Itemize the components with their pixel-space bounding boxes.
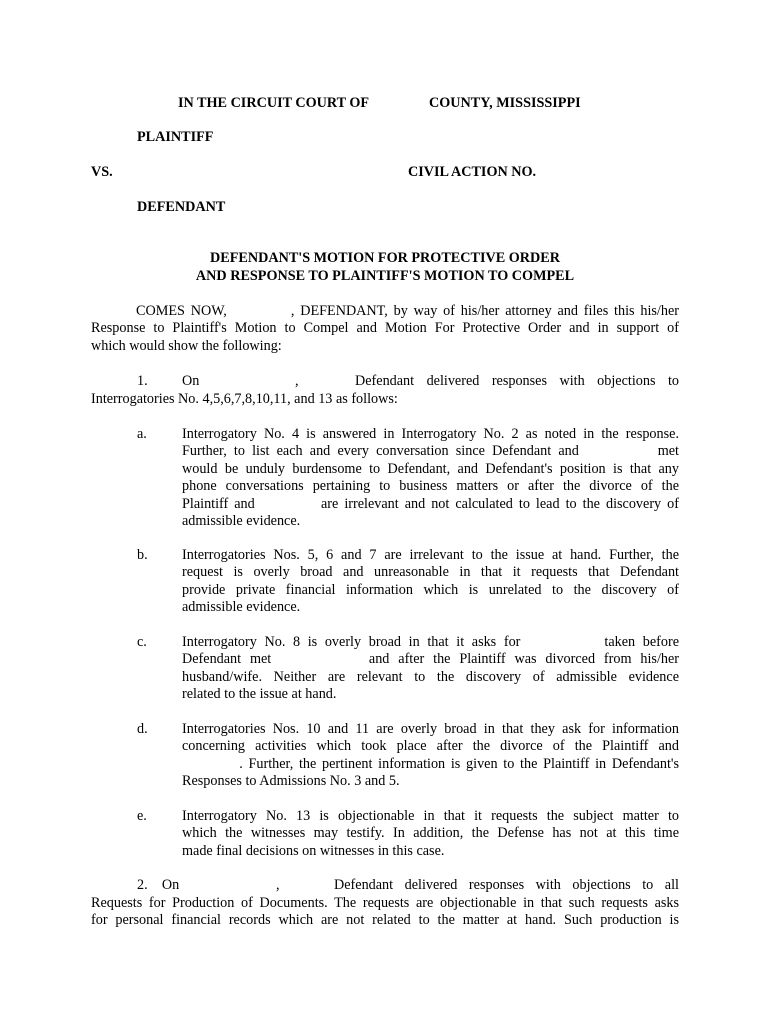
para2-number-on: 2. On <box>137 877 180 893</box>
item-e-text <box>182 808 679 860</box>
item-d-text <box>182 721 679 791</box>
item-line: concerning activities which took place after the divorce of the Plaintiff and <box>182 738 679 755</box>
defendant-label: DEFENDANT <box>137 199 226 215</box>
para1-on: On <box>182 373 200 389</box>
item-a-label: a. <box>137 426 147 442</box>
item-line: admissible evidence. <box>182 599 301 616</box>
para2-text: Defendant delivered responses with objections to all <box>334 877 679 893</box>
item-line: which the witnesses may testify. In addition, the Defense has not at this time <box>182 825 679 842</box>
item-line: admissible evidence. <box>182 512 301 529</box>
item-line: Interrogatory No. 4 is answered in Interrogatory No. 2 as noted in the response. <box>182 426 679 442</box>
para1-line-2: Interrogatories No. 4,5,6,7,8,10,11, and 13 as follows: <box>91 391 398 407</box>
item-line: Interrogatory No. 8 is overly broad in that it asks for taken before <box>182 634 679 650</box>
para1-text: Defendant delivered responses with objections to <box>355 373 679 389</box>
item-line: Interrogatories Nos. 10 and 11 are overly broad in that they ask for information <box>182 721 679 737</box>
item-line: Plaintiff and are irrelevant and not calculated to lead to the discovery of <box>182 495 679 512</box>
item-b-text <box>182 547 679 617</box>
item-line: husband/wife. Neither are relevant to the discovery of admissible evidence <box>182 668 679 685</box>
item-line: request is overly broad and unreasonable in that it requests that Defendant <box>182 564 679 581</box>
para2-body <box>91 895 679 930</box>
intro-line: COMES NOW, , DEFENDANT, by way of his/her attorney and files this his/her <box>136 303 679 319</box>
court-heading-left: IN THE CIRCUIT COURT OF <box>178 95 370 111</box>
item-c-text <box>182 634 679 704</box>
item-c-label: c. <box>137 634 147 650</box>
plaintiff-label: PLAINTIFF <box>137 129 214 145</box>
para1-comma: , <box>295 373 299 389</box>
item-line: Defendant met and after the Plaintiff was divorced from his/her <box>182 651 679 668</box>
motion-title-line-2: AND RESPONSE TO PLAINTIFF'S MOTION TO COMPEL <box>195 268 575 284</box>
court-heading-right: COUNTY, MISSISSIPPI <box>429 95 581 111</box>
motion-title-line-1: DEFENDANT'S MOTION FOR PROTECTIVE ORDER <box>210 250 560 266</box>
item-line: would be unduly burdensome to Defendant, and Defendant's position is that any <box>182 460 679 477</box>
item-line: related to the issue at hand. <box>182 686 337 703</box>
item-b-label: b. <box>137 547 148 563</box>
civil-action-label: CIVIL ACTION NO. <box>408 164 537 180</box>
item-line: phone conversations pertaining to business matters or after the divorce of the <box>182 478 679 495</box>
intro-line: Response to Plaintiff's Motion to Compel and Motion For Protective Order and in support of <box>91 320 679 337</box>
item-a-text <box>182 426 679 530</box>
intro-line: which would show the following: <box>91 337 282 354</box>
para2-comma: , <box>276 877 280 893</box>
item-line: Further, to list each and every conversation since Defendant and met <box>182 443 679 460</box>
para1-number: 1. <box>137 373 148 389</box>
item-line: Responses to Admissions No. 3 and 5. <box>182 773 400 790</box>
item-line: made final decisions on witnesses in this case. <box>182 842 445 859</box>
vs-label: VS. <box>91 164 113 180</box>
item-line: provide private financial information which is unrelated to the discovery of <box>182 581 679 598</box>
item-line: Interrogatories Nos. 5, 6 and 7 are irrelevant to the issue at hand. Further, the <box>182 547 679 563</box>
para2-line: Requests for Production of Documents. The requests are objectionable in that such requests asks <box>91 895 679 911</box>
item-e-label: e. <box>137 808 147 824</box>
item-line: . Further, the pertinent information is given to the Plaintiff in Defendant's <box>182 755 679 772</box>
item-d-label: d. <box>137 721 148 737</box>
intro-paragraph <box>91 303 679 355</box>
para2-line: for personal financial records which are not related to the matter at hand. Such production is <box>91 912 679 929</box>
item-line: Interrogatory No. 13 is objectionable in that it requests the subject matter to <box>182 808 679 824</box>
